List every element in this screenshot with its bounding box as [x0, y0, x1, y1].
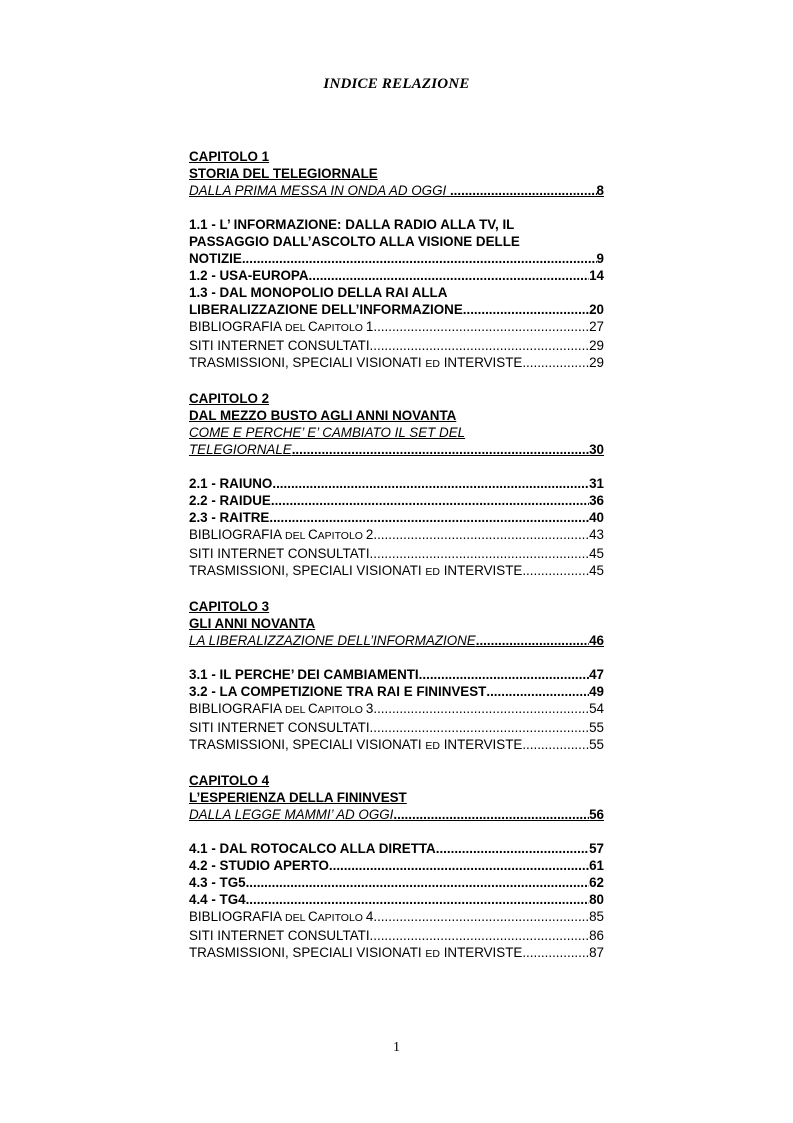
broadcasts-3-page: 55	[589, 737, 604, 752]
section-1-3-page: 20	[589, 302, 604, 317]
websites-1-page: 29	[589, 338, 604, 353]
section-3-2-entry[interactable]: 3.2 - LA COMPETIZIONE TRA RAI E FININVEST ..... 49	[189, 683, 604, 700]
section-4-1-entry[interactable]: 4.1 - DAL ROTOCALCO ALLA DIRETTA ..... 57	[189, 840, 604, 857]
bibliography-1-entry[interactable]: BIBLIOGRAFIA DEL CAPITOLO 1 ..... 27	[189, 318, 604, 337]
broadcasts-1-entry[interactable]: TRASMISSIONI, SPECIALI VISIONATI ED INTERVISTE ..... 29	[189, 354, 604, 373]
section-1-2-page: 14	[589, 268, 604, 283]
section-3-1-page: 47	[589, 667, 604, 682]
websites-1-entry[interactable]: SITI INTERNET CONSULTATI ..... 29	[189, 337, 604, 354]
section-2-3-page: 40	[589, 510, 604, 525]
section-1-1-entry[interactable]: NOTIZIE ..... 9	[189, 250, 604, 267]
bibliography-1-page: 27	[589, 319, 604, 334]
section-1-1-page: 9	[596, 251, 604, 266]
broadcasts-2-page: 45	[589, 563, 604, 578]
section-2-2-entry[interactable]: 2.2 - RAIDUE ..... 36	[189, 492, 604, 509]
broadcasts-4-page: 87	[589, 945, 604, 960]
chapter-4-title: L’ESPERIENZA DELLA FININVEST	[189, 790, 407, 805]
section-2-1-page: 31	[589, 476, 604, 491]
chapter-2-subtitle-entry[interactable]: TELEGIORNALE ..... 30	[189, 441, 604, 458]
chapter-2-page: 30	[589, 442, 604, 457]
websites-3-entry[interactable]: SITI INTERNET CONSULTATI ..... 55	[189, 719, 604, 736]
section-1-3-entry[interactable]: LIBERALIZZAZIONE DELL’INFORMAZIONE ..... 20	[189, 301, 604, 318]
bibliography-4-entry[interactable]: BIBLIOGRAFIA DEL CAPITOLO 4 ..... 85	[189, 908, 604, 927]
section-1-1-line-2: PASSAGGIO DALL’ASCOLTO ALLA VISIONE DELLE	[189, 234, 520, 249]
bibliography-2-page: 43	[589, 527, 604, 542]
section-1-1-line-1: 1.1 - L’ INFORMAZIONE: DALLA RADIO ALLA TV, IL	[189, 217, 515, 232]
broadcasts-1-page: 29	[589, 355, 604, 370]
bibliography-3-page: 54	[589, 701, 604, 716]
chapter-2-title: DAL MEZZO BUSTO AGLI ANNI NOVANTA	[189, 408, 457, 423]
broadcasts-4-entry[interactable]: TRASMISSIONI, SPECIALI VISIONATI ED INTERVISTE ..... 87	[189, 944, 604, 963]
chapter-3-label: CAPITOLO 3	[189, 599, 270, 614]
chapter-1-subtitle-entry[interactable]: DALLA PRIMA MESSA IN ONDA AD OGGI ..... 8	[189, 182, 604, 199]
section-4-4-page: 80	[589, 892, 604, 907]
websites-4-page: 86	[589, 928, 604, 943]
chapter-1-title: STORIA DEL TELEGIORNALE	[189, 166, 378, 181]
section-4-1-page: 57	[589, 841, 604, 856]
chapter-4-label: CAPITOLO 4	[189, 773, 270, 788]
bibliography-2-entry[interactable]: BIBLIOGRAFIA DEL CAPITOLO 2 ..... 43	[189, 526, 604, 545]
websites-2-entry[interactable]: SITI INTERNET CONSULTATI ..... 45	[189, 545, 604, 562]
chapter-1-label: CAPITOLO 1	[189, 149, 270, 164]
section-4-3-entry[interactable]: 4.3 - TG5 ..... 62	[189, 874, 604, 891]
section-4-4-entry[interactable]: 4.4 - TG4 ..... 80	[189, 891, 604, 908]
section-2-3-entry[interactable]: 2.3 - RAITRE ..... 40	[189, 509, 604, 526]
section-1-2-entry[interactable]: 1.2 - USA-EUROPA ..... 14	[189, 267, 604, 284]
bibliography-4-page: 85	[589, 909, 604, 924]
broadcasts-2-entry[interactable]: TRASMISSIONI, SPECIALI VISIONATI ED INTERVISTE ..... 45	[189, 562, 604, 581]
websites-3-page: 55	[589, 720, 604, 735]
bibliography-3-entry[interactable]: BIBLIOGRAFIA DEL CAPITOLO 3 ..... 54	[189, 700, 604, 719]
websites-2-page: 45	[589, 546, 604, 561]
section-4-2-page: 61	[589, 858, 604, 873]
page-title: INDICE RELAZIONE	[323, 76, 470, 92]
table-of-contents	[189, 148, 604, 963]
chapter-3-subtitle-entry[interactable]: LA LIBERALIZZAZIONE DELL’INFORMAZIONE ..... 46	[189, 632, 604, 649]
section-2-2-page: 36	[589, 493, 604, 508]
chapter-3-page: 46	[589, 633, 604, 648]
section-4-2-entry[interactable]: 4.2 - STUDIO APERTO ..... 61	[189, 857, 604, 874]
broadcasts-3-entry[interactable]: TRASMISSIONI, SPECIALI VISIONATI ED INTERVISTE ..... 55	[189, 736, 604, 755]
chapter-2-subtitle-line-1: COME E PERCHE’ E’ CAMBIATO IL SET DEL	[189, 425, 466, 440]
section-1-3-line-1: 1.3 - DAL MONOPOLIO DELLA RAI ALLA	[189, 285, 448, 300]
chapter-3-title: GLI ANNI NOVANTA	[189, 616, 316, 631]
chapter-1-page: 8	[596, 183, 604, 198]
section-2-1-entry[interactable]: 2.1 - RAIUNO ..... 31	[189, 475, 604, 492]
section-3-2-page: 49	[589, 684, 604, 699]
chapter-2-label: CAPITOLO 2	[189, 391, 270, 406]
websites-4-entry[interactable]: SITI INTERNET CONSULTATI ..... 86	[189, 927, 604, 944]
section-3-1-entry[interactable]: 3.1 - IL PERCHE’ DEI CAMBIAMENTI ..... 47	[189, 666, 604, 683]
chapter-4-subtitle-entry[interactable]: DALLA LEGGE MAMMI’ AD OGGI ..... 56	[189, 806, 604, 823]
page-number: 1	[393, 1040, 400, 1055]
section-4-3-page: 62	[589, 875, 604, 890]
chapter-4-page: 56	[589, 807, 604, 822]
